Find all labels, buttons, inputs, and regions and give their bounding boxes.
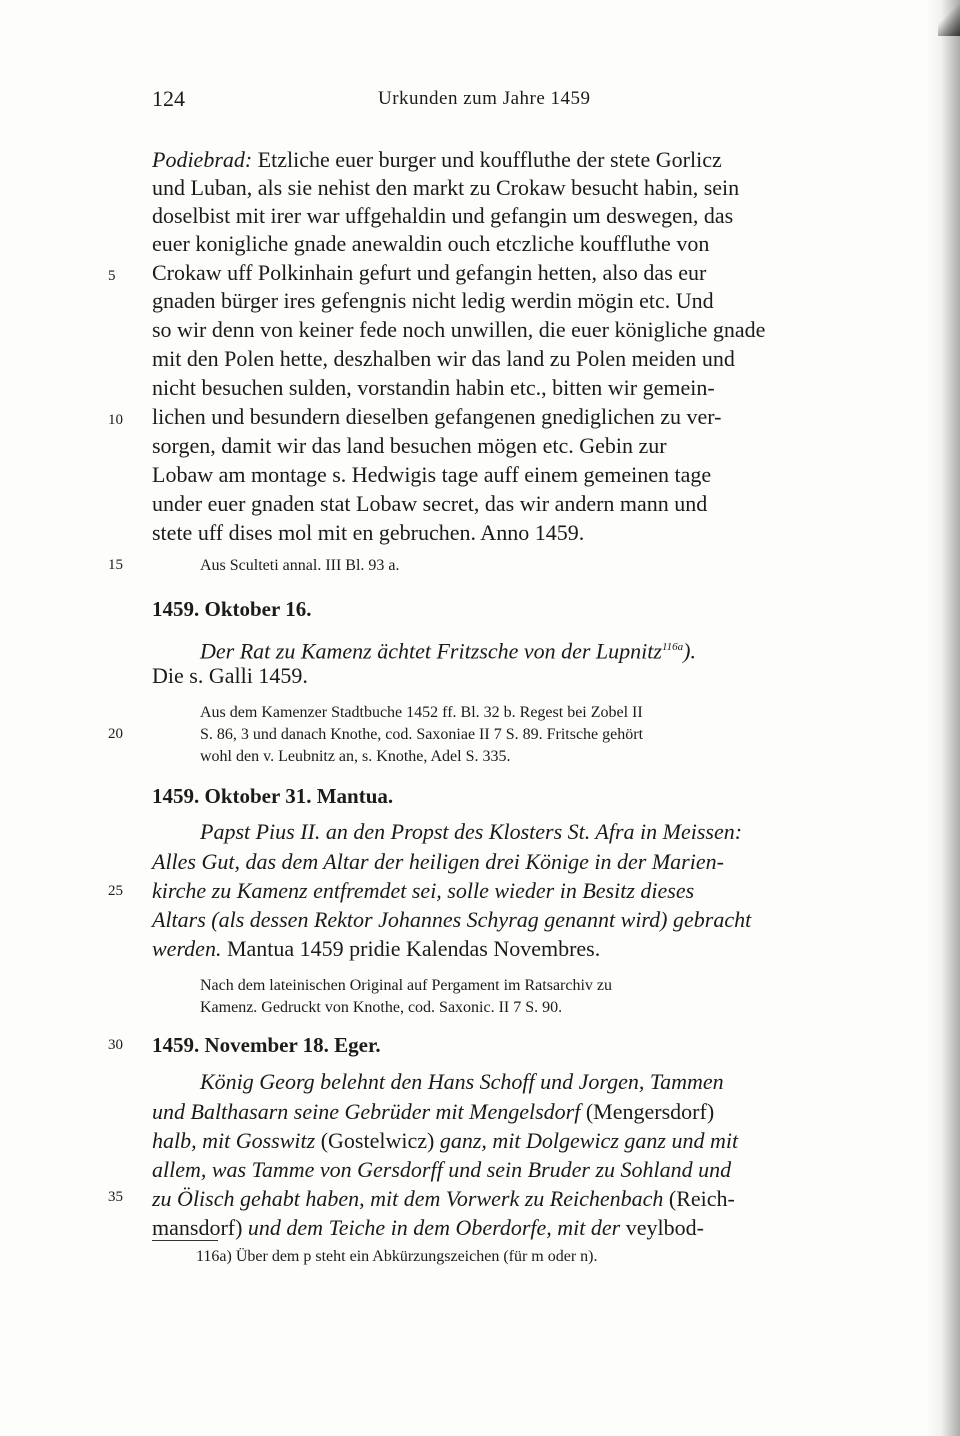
line-number: 35 <box>108 1189 123 1205</box>
text-line <box>152 1214 704 1242</box>
regest-line: Alles Gut, das dem Altar der heiligen drei Könige in der Marien- <box>152 849 724 874</box>
letter-line-1-rest: Etzliche euer burger und kouffluthe der stete Gorlicz <box>252 147 722 172</box>
regest-text: Der Rat zu Kamenz ächtet Fritzsche von der Lupnitz <box>200 638 662 664</box>
text-line: Lobaw am montage s. Hedwigis tage auff einem gemeinen tage <box>152 462 712 487</box>
text-line <box>152 1156 731 1184</box>
text-line <box>152 1098 714 1126</box>
text-line <box>200 1068 724 1096</box>
text-line: so wir denn von keiner fede noch unwillen, die euer königliche gnade <box>152 317 766 342</box>
running-title: Urkunden zum Jahre 1459 <box>378 88 591 109</box>
text-run: König Georg belehnt den Hans Schoff und Jorgen, Tammen <box>200 1069 724 1094</box>
line-number: 5 <box>108 268 116 284</box>
text-run: und dem Teiche in dem Oberdorfe, mit der <box>247 1215 626 1240</box>
text-line: under euer gnaden stat Lobaw secret, das wir andern mann und <box>152 491 708 516</box>
entry-date: 1459. Oktober 16. <box>152 597 312 621</box>
text-run: allem, was Tamme von Gersdorff und sein Bruder zu Sohland und <box>152 1157 732 1182</box>
regest-line: Papst Pius II. an den Propst des Klosters St. Afra in Meissen: <box>200 819 743 844</box>
scan-corner-mark <box>938 0 960 36</box>
footnote-text: Über dem p steht ein Abkürzungszeichen (für m oder n). <box>235 1248 598 1265</box>
text-line <box>152 146 722 174</box>
text-line <box>152 1185 735 1213</box>
source-note: wohl den v. Leubnitz an, s. Knothe, Adel S. 335. <box>200 748 511 765</box>
text-line: gnaden bürger ires gefengnis nicht ledig werdin mögin etc. Und <box>152 288 714 313</box>
line-number: 15 <box>108 557 123 573</box>
text-line: lichen und besundern dieselben gefangenen gnediglichen zu ver- <box>152 404 722 429</box>
text-run: und Balthasarn seine Gebrüder mit Mengelsdorf <box>152 1099 586 1124</box>
source-note: S. 86, 3 und danach Knothe, cod. Saxoniae II 7 S. 89. Fritsche gehört <box>200 726 644 743</box>
page-number: 124 <box>152 86 185 111</box>
regest-line: kirche zu Kamenz entfremdet sei, solle wieder in Besitz dieses <box>152 878 695 903</box>
footnote-ref: 116a <box>661 641 684 653</box>
text-line: stete uff dises mol mit en gebruchen. Anno 1459. <box>152 520 585 545</box>
regest-end: werden. <box>152 936 222 961</box>
source-note: Aus Sculteti annal. III Bl. 93 a. <box>200 557 400 574</box>
footnote-marker: 116a) <box>196 1248 232 1265</box>
source-note: Nach dem lateinischen Original auf Pergament im Ratsarchiv zu <box>200 977 613 994</box>
source-note: Aus dem Kamenzer Stadtbuche 1452 ff. Bl. 32 b. Regest bei Zobel II <box>200 704 643 721</box>
text-run: mansdorf) <box>152 1215 248 1240</box>
footnote-rule <box>152 1240 218 1241</box>
text-line <box>152 1127 738 1155</box>
text-run: veylbod- <box>625 1215 704 1240</box>
entry-date: 1459. November 18. Eger. <box>152 1033 381 1057</box>
text-run: halb, mit Gosswitz <box>152 1128 321 1153</box>
footnote <box>196 1246 598 1268</box>
regest-close: ). <box>683 638 696 664</box>
text-run: (Gostelwicz) <box>320 1128 440 1153</box>
text-line: mit den Polen hette, deszhalben wir das land zu Polen meiden und <box>152 346 735 371</box>
text-run: zu Ölisch gehabt haben, mit dem Vorwerk zu Reichenbach <box>152 1186 669 1211</box>
page-edge-shadow <box>926 0 960 1436</box>
source-note: Kamenz. Gedruckt von Knothe, cod. Saxonic. II 7 S. 90. <box>200 999 563 1016</box>
letter-addressee: Podiebrad: <box>152 147 253 172</box>
text-line: Crokaw uff Polkinhain gefurt und gefangin hetten, also das eur <box>152 260 707 285</box>
line-number: 10 <box>108 412 123 428</box>
text-line: doselbist mit irer war uffgehaldin und gefangin um deswegen, das <box>152 203 734 228</box>
line-number: 25 <box>108 883 123 899</box>
text-line: nicht besuchen sulden, vorstandin habin etc., bitten wir gemein- <box>152 375 715 400</box>
entry-date: 1459. Oktober 31. Mantua. <box>152 784 394 808</box>
regest-line: Altars (als dessen Rektor Johannes Schyrag genannt wird) gebracht <box>152 907 752 932</box>
text-line: sorgen, damit wir das land besuchen mögen etc. Gebin zur <box>152 433 667 458</box>
text-line: euer konigliche gnade anewaldin ouch etczliche kouffluthe von <box>152 231 710 256</box>
dating-clause: Mantua 1459 pridie Kalendas Novembres. <box>226 936 601 961</box>
line-number: 30 <box>108 1037 123 1053</box>
text-run: (Mengersdorf) <box>585 1099 715 1124</box>
line-number: 20 <box>108 726 123 742</box>
text-run: (Reich- <box>668 1186 735 1211</box>
text-line: und Luban, als sie nehist den markt zu Crokaw besucht habin, sein <box>152 175 740 200</box>
regest-summary <box>200 633 696 665</box>
text-run: ganz, mit Dolgewicz ganz und mit <box>439 1128 739 1153</box>
text-line: Die s. Galli 1459. <box>152 663 308 688</box>
text-line <box>152 935 600 963</box>
